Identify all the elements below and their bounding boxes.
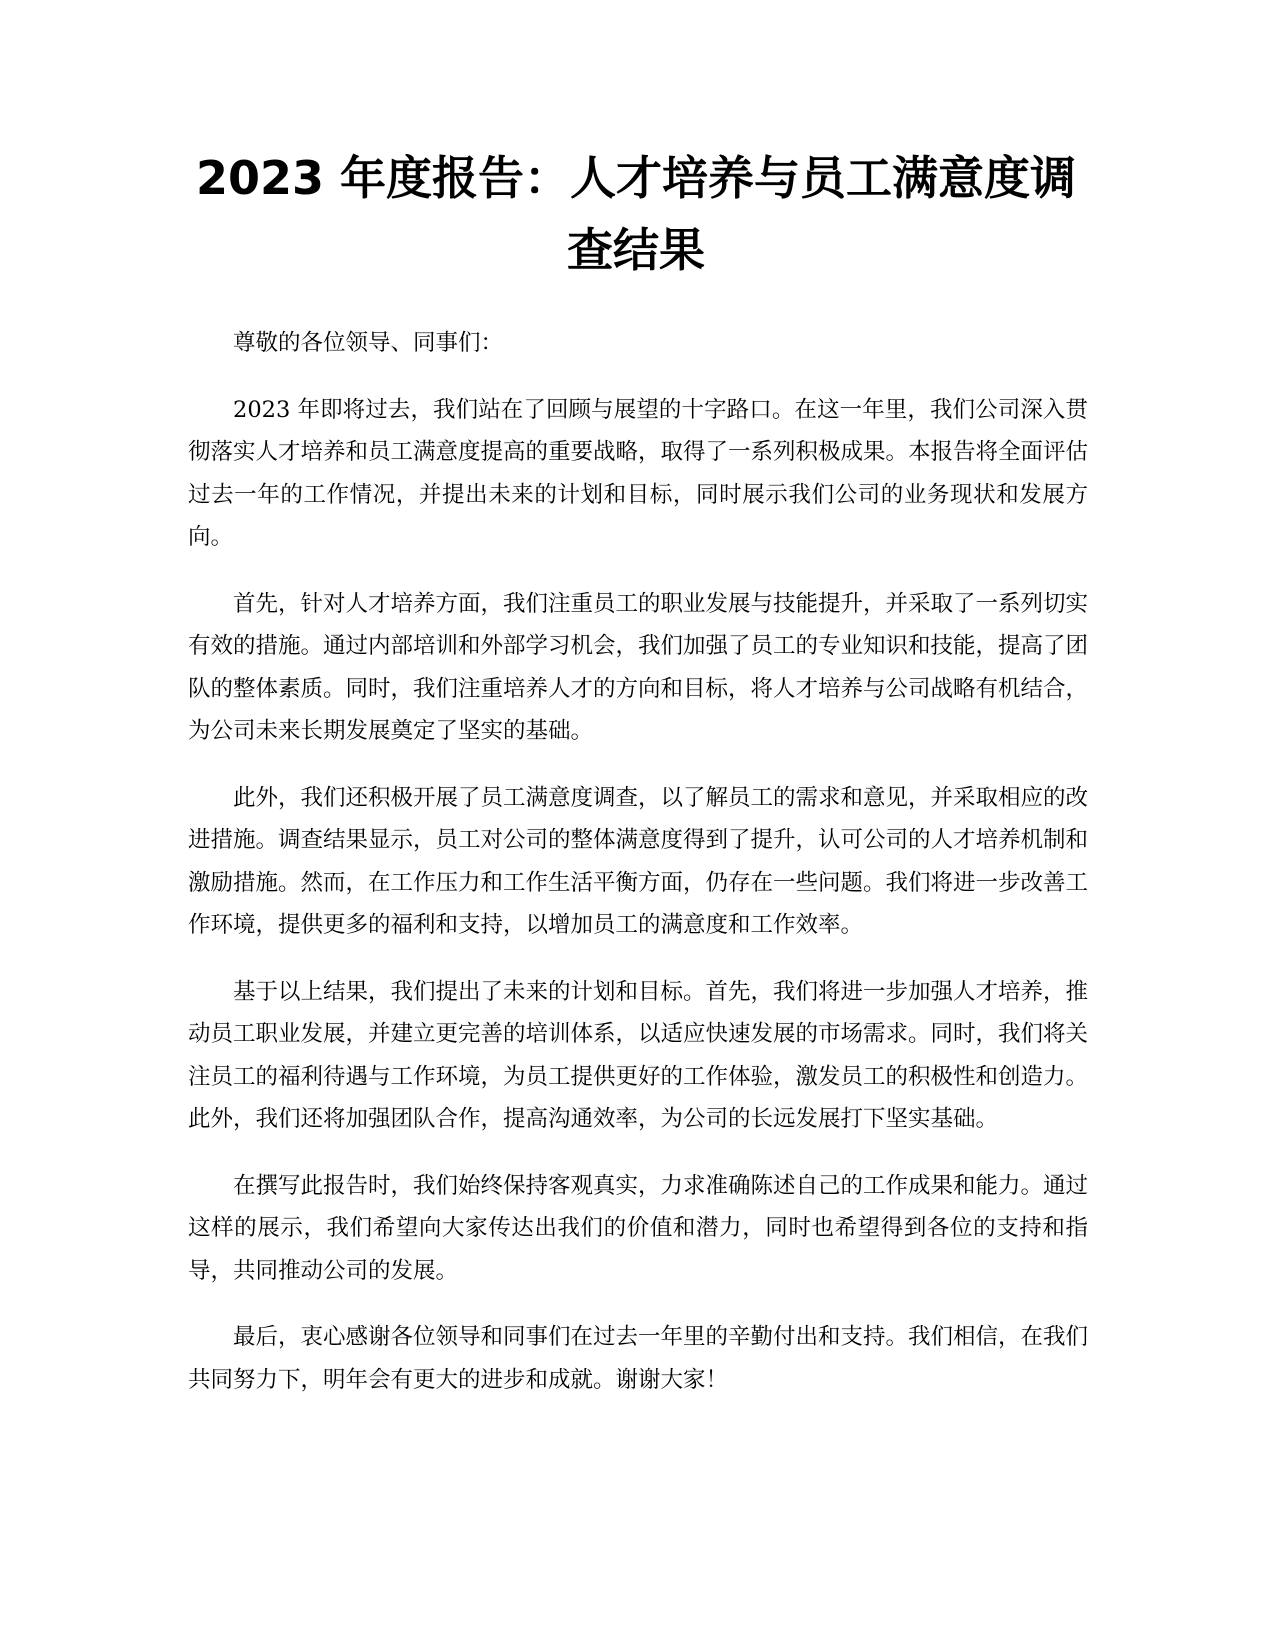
salutation: 尊敬的各位领导、同事们： [233,330,504,356]
document-body [188,322,1088,1425]
paragraph-satisfaction-survey: 此外，我们还积极开展了员工满意度调查，以了解员工的需求和意见，并采取相应的改进措施。调查结果显示，员工对公司的整体满意度得到了提升，认可公司的人才培养机制和激励措施。然而，在工作压力和工作生活平衡方面，仍存在一些问题。我们将进一步改善工作环境，提供更多的福利和支持，以增加员工的满意度和工作效率。 [188,784,1089,938]
paragraph-closing: 最后，衷心感谢各位领导和同事们在过去一年里的辛勤付出和支持。我们相信，在我们共同努力下，明年会有更大的进步和成就。谢谢大家！ [188,1324,1089,1393]
paragraph-talent-development: 首先，针对人才培养方面，我们注重员工的职业发展与技能提升，并采取了一系列切实有效的措施。通过内部培训和外部学习机会，我们加强了员工的专业知识和技能，提高了团队的整体素质。同时，我们注重培养人才的方向和目标，将人才培养与公司战略有机结合，为公司未来长期发展奠定了坚实的基础。 [188,590,1089,744]
paragraph-intro: 2023 年即将过去，我们站在了回顾与展望的十字路口。在这一年里，我们公司深入贯彻落实人才培养和员工满意度提高的重要战略，取得了一系列积极成果。本报告将全面评估过去一年的工作情况，并提出未来的计划和目标，同时展示我们公司的业务现状和发展方向。 [188,396,1089,550]
document-title: 2023 年度报告：人才培养与员工满意度调查结果 [195,151,1077,277]
paragraph-report-attitude: 在撰写此报告时，我们始终保持客观真实，力求准确陈述自己的工作成果和能力。通过这样的展示，我们希望向大家传达出我们的价值和潜力，同时也希望得到各位的支持和指导，共同推动公司的发展。 [188,1172,1089,1284]
paragraph-future-plans: 基于以上结果，我们提出了未来的计划和目标。首先，我们将进一步加强人才培养，推动员工职业发展，并建立更完善的培训体系，以适应快速发展的市场需求。同时，我们将关注员工的福利待遇与工作环境，为员工提供更好的工作体验，激发员工的积极性和创造力。此外，我们还将加强团队合作，提高沟通效率，为公司的长远发展打下坚实基础。 [188,978,1089,1132]
